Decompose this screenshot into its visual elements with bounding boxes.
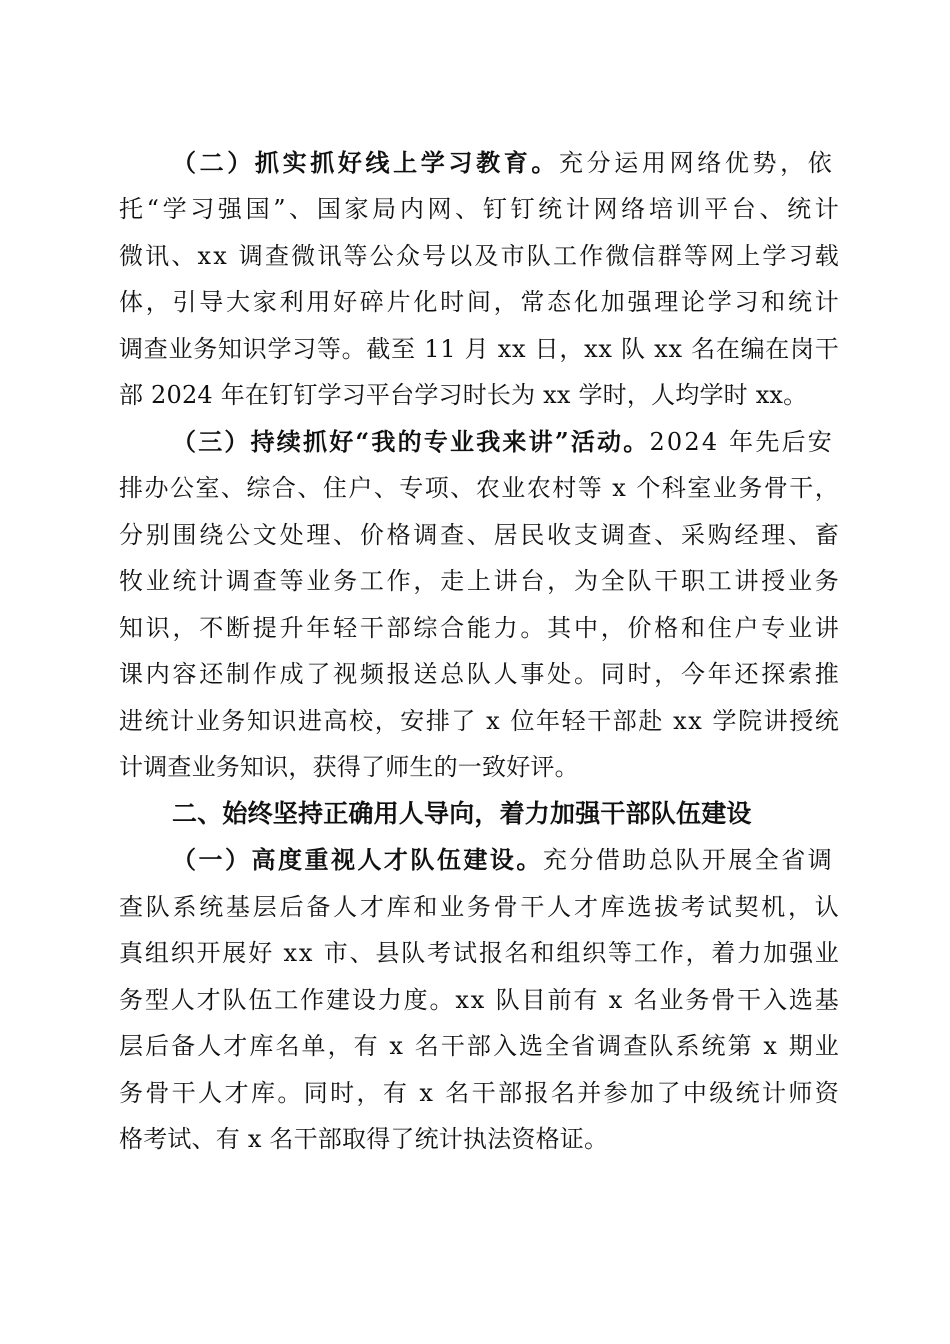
section-heading: 二、始终坚持正确用人导向，着力加强干部队伍建设 [172, 799, 752, 828]
paragraph-line: 层后备人才库名单，有 x 名干部入选全省调查队系统第 x 期业 [119, 1032, 841, 1060]
paragraph-line: 务骨干人才库。同时，有 x 名干部报名并参加了中级统计师资 [119, 1079, 842, 1107]
paragraph-text: 充分运用网络优势，依 [559, 149, 836, 177]
paragraph-line: 查队系统基层后备人才库和业务骨干人才库选拔考试契机，认 [119, 893, 842, 921]
paragraph-text: 充分借助总队开展全省调 [542, 846, 835, 874]
paragraph-line: 分别围绕公文处理、价格调查、居民收支调查、采购经理、畜 [119, 521, 842, 549]
paragraph-line: 排办公室、综合、住户、专项、农业农村等 x 个科室业务骨干， [119, 474, 841, 502]
paragraph-line: 真组织开展好 xx 市、县队考试报名和组织等工作，着力加强业 [119, 939, 841, 967]
paragraph-line: 部 2024 年在钉钉学习平台学习时长为 xx 学时，人均学时 xx。 [119, 381, 808, 409]
paragraph-line: 知识，不断提升年轻干部综合能力。其中，价格和住户专业讲 [119, 614, 842, 642]
paragraph-line: 调查业务知识学习等。截至 11 月 xx 日，xx 队 xx 名在编在岗干 [119, 335, 840, 363]
paragraph-line [172, 838, 835, 882]
paragraph-line: 体，引导大家利用好碎片化时间，常态化加强理论学习和统计 [119, 288, 842, 316]
paragraph-line: 牧业统计调查等业务工作，走上讲台，为全队干职工讲授业务 [119, 567, 842, 595]
paragraph-line [172, 420, 832, 464]
paragraph-line: 课内容还制作成了视频报送总队人事处。同时，今年还探索推 [119, 660, 842, 688]
paragraph-line: 格考试、有 x 名干部取得了统计执法资格证。 [119, 1125, 609, 1153]
paragraph-lead-bold: （三）持续抓好“我的专业我来讲”活动。 [172, 427, 650, 456]
paragraph-lead-bold: （一）高度重视人才队伍建设。 [172, 845, 543, 874]
paragraph-lead-bold: （二）抓实抓好线上学习教育。 [172, 148, 559, 177]
paragraph-line: 进统计业务知识进高校，安排了 x 位年轻干部赴 xx 学院讲授统 [119, 707, 841, 735]
paragraph-line: 托“学习强国”、国家局内网、钉钉统计网络培训平台、统计 [119, 195, 843, 223]
paragraph-line [172, 141, 836, 185]
paragraph-line: 务型人才队伍工作建设力度。xx 队目前有 x 名业务骨干入选基 [119, 986, 841, 1014]
paragraph-line: 微讯、xx 调查微讯等公众号以及市队工作微信群等网上学习载 [119, 242, 841, 270]
paragraph-line: 计调查业务知识，获得了师生的一致好评。 [119, 753, 579, 781]
paragraph-text: 2024 年先后安 [649, 428, 834, 456]
